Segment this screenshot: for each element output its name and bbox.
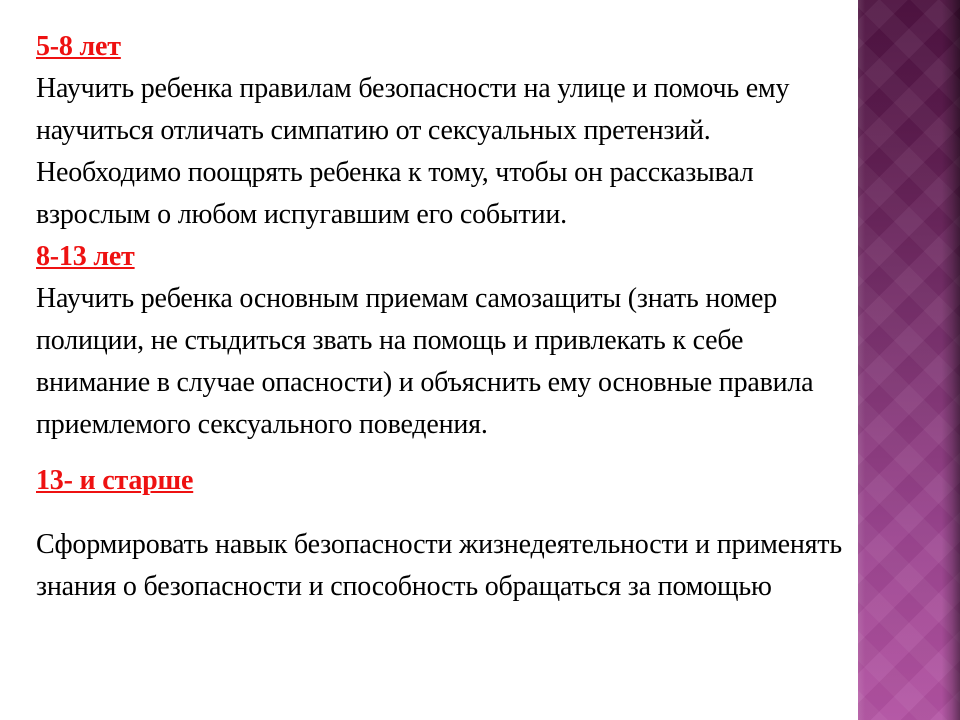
slide-text-block (36, 26, 858, 608)
section-body-5-8: Научить ребенка правилам безопасности на улице и помочь ему научиться отличать симпатию от сексуальных претензий. Необходимо поощрять ребенка к тому, чтобы он рассказывал взрослым о любом испугавшим его событии. (36, 73, 790, 230)
section-body-13-plus: Сформировать навык безопасности жизнедеятельности и применять знания о безопасности и способность обращаться за помощью (36, 529, 842, 602)
section-heading-8-13: 8-13 лет (36, 241, 135, 272)
section-body-8-13: Научить ребенка основным приемам самозащиты (знать номер полиции, не стыдиться звать на помощь и привлекать к себе внимание в случае опасности) и объяснить ему основные правила приемлемого сексуального поведения. (36, 283, 814, 440)
section-heading-13-plus: 13- и старше (36, 465, 194, 496)
decorative-gradient-stripe (858, 0, 960, 720)
section-heading-5-8: 5-8 лет (36, 31, 121, 62)
